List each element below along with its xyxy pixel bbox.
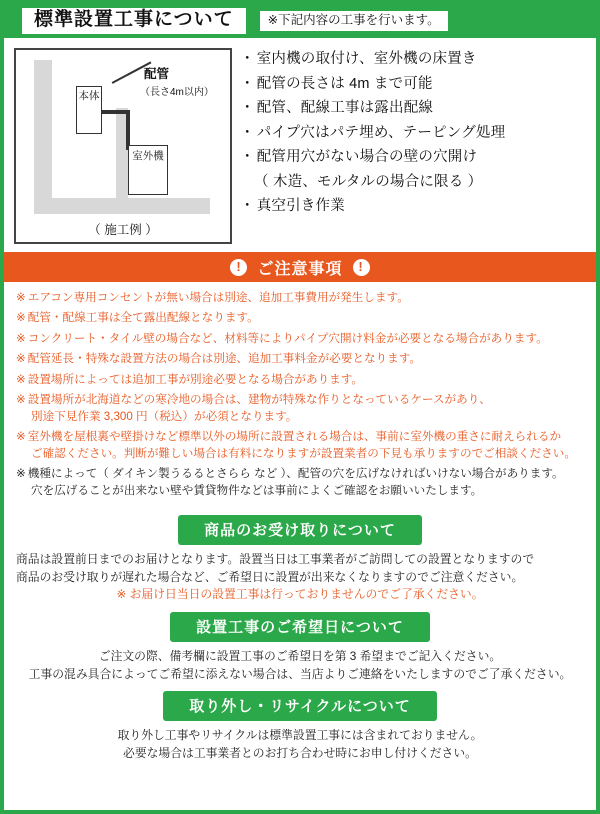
bullet-text: 室内機の取付け、室外機の床置き bbox=[256, 51, 477, 67]
indoor-unit-label: 本体 bbox=[76, 86, 102, 134]
list-item: ・ 配管用穴がない場合の壁の穴開け bbox=[240, 149, 478, 165]
notice-subtext: ご確認ください。判断が難しい場合は有料になりますが設置業者の下見も承りますのでご相談ください。 bbox=[31, 446, 576, 460]
notice-item: ※ エアコン専用コンセントが無い場合は別途、追加工事費用が発生します。 bbox=[16, 291, 409, 304]
notice-list bbox=[4, 282, 596, 507]
notice-item: ※ 室外機を屋根裏や壁掛けなど標準以外の場所に設置される場合は、事前に室外機の重さに耐えられるか ご確認ください。判断が難しい場合は有料になりますが設置業者の下見も承りますのでご相談ください。 bbox=[16, 429, 584, 462]
pipe-label: 配管 bbox=[144, 67, 170, 81]
notice-heading: ご注意事項 bbox=[257, 260, 343, 278]
section-line: 工事の混み具合によってご希望に添えない場合は、当店よりご連絡をいたしますのでご了承ください。 bbox=[28, 666, 572, 681]
bullet-text: 配管の長さは 4m まで可能 bbox=[256, 75, 433, 92]
figure-caption: （ 施工例 ） bbox=[88, 223, 158, 237]
section-line-highlight: ※ お届け日当日の設置工事は行っておりませんのでご了承ください。 bbox=[116, 587, 484, 602]
bullet-text: 真空引き作業 bbox=[256, 198, 345, 214]
bullet-text: 配管、配線工事は露出配線 bbox=[256, 100, 434, 116]
bullet-text: （ 木造、モルタルの場合に限る ） bbox=[254, 173, 483, 190]
notice-text: 設置場所が北海道などの寒冷地の場合は、建物が特殊な作りとなっているケースがあり、 bbox=[27, 393, 491, 407]
list-item-sub bbox=[240, 175, 588, 190]
header-band bbox=[4, 4, 596, 38]
notice-item: ※ 設置場所が北海道などの寒冷地の場合は、建物が特殊な作りとなっているケースがあり、 別途下見作業 3,300 円（税込）が必須となります。 bbox=[16, 392, 584, 425]
notice-item: ※ 配管延長・特殊な設置方法の場合は別途、追加工事料金が必要となります。 bbox=[16, 352, 421, 366]
section-line: 取り外し工事やリサイクルは標準設置工事には含まれておりません。 bbox=[117, 728, 483, 743]
exclamation-icon: ! bbox=[230, 259, 247, 276]
pipe-vertical bbox=[126, 110, 130, 150]
section-line: ご注文の際、備考欄に設置工事のご希望日を第 3 希望までご記入ください。 bbox=[98, 649, 502, 664]
notice-item: ※ 配管・配線工事は全て露出配線となります。 bbox=[16, 311, 259, 325]
list-item: ・ パイプ穴はパテ埋め、テーピング処理 bbox=[240, 124, 506, 141]
list-item: ・ 室内機の取付け、室外機の床置き bbox=[240, 51, 477, 67]
notice-text: 機種によって（ ダイキン製うるるとさらら など ）、配管の穴を広げなければいけない場合があります。 bbox=[27, 467, 564, 481]
bullet-text: 配管用穴がない場合の壁の穴開け bbox=[256, 149, 478, 165]
notice-header bbox=[4, 252, 596, 282]
wall-vertical bbox=[34, 60, 52, 210]
page-title: 標準設置工事について bbox=[22, 8, 246, 34]
section-line: 商品のお受け取りが遅れた場合など、ご希望日に設置が出来なくなりますのでご注意ください。 bbox=[16, 569, 524, 584]
notice-item: ※ 設置場所によっては追加工事が別途必要となる場合があります。 bbox=[16, 372, 364, 386]
section-body-delivery bbox=[4, 551, 596, 604]
notice-text: コンクリート・タイル壁の場合など、材料等によりパイプ穴開け料金が必要となる場合があります。 bbox=[27, 331, 548, 345]
section-body-schedule bbox=[4, 648, 596, 683]
list-item: ・ 真空引き作業 bbox=[240, 198, 345, 214]
section-heading-schedule: 設置工事のご希望日について bbox=[170, 612, 430, 642]
floor-horizontal bbox=[34, 198, 210, 214]
top-section bbox=[4, 38, 596, 248]
notice-text: 配管・配線工事は全て露出配線となります。 bbox=[27, 311, 259, 325]
section-heading-recycle: 取り外し・リサイクルについて bbox=[163, 691, 437, 721]
section-heading-delivery: 商品のお受け取りについて bbox=[178, 515, 422, 545]
bullet-text: パイプ穴はパテ埋め、テーピング処理 bbox=[256, 124, 506, 141]
installation-diagram bbox=[14, 48, 232, 244]
list-item: ・ 配管の長さは 4m まで可能 bbox=[240, 75, 433, 92]
notice-text: エアコン専用コンセントが無い場合は別途、追加工事費用が発生します。 bbox=[27, 291, 409, 304]
notice-text: 配管延長・特殊な設置方法の場合は別途、追加工事料金が必要となります。 bbox=[27, 352, 421, 366]
exclamation-icon: ! bbox=[353, 259, 370, 276]
service-bullet-list bbox=[240, 48, 588, 244]
section-line: 商品は設置前日までのお届けとなります。設置当日は工事業者がご訪問しての設置となりますので bbox=[16, 551, 535, 566]
notice-subtext: 穴を広げることが出来ない壁や賃貸物件などは事前によくご確認をお願いいたします。 bbox=[31, 483, 483, 497]
section-body-recycle bbox=[4, 727, 596, 762]
section-line: 必要な場合は工事業者とのお打ち合わせ時にお申し付けください。 bbox=[123, 746, 477, 761]
header-subtitle: ※下記内容の工事を行います。 bbox=[260, 11, 448, 32]
notice-text: 設置場所によっては追加工事が別途必要となる場合があります。 bbox=[27, 372, 364, 386]
notice-item: ※ 機種によって（ ダイキン製うるるとさらら など ）、配管の穴を広げなければいけない場合があります。 穴を広げることが出来ない壁や賃貸物件などは事前によくご確認をお願いいたします。 bbox=[16, 466, 584, 499]
notice-item: ※ コンクリート・タイル壁の場合など、材料等によりパイプ穴開け料金が必要となる場合があります。 bbox=[16, 331, 548, 345]
notice-subtext: 別途下見作業 3,300 円（税込）が必須となります。 bbox=[31, 409, 298, 423]
outdoor-unit-label: 室外機 bbox=[128, 145, 168, 195]
list-item: ・ 配管、配線工事は露出配線 bbox=[240, 100, 434, 116]
pipe-length-label: （長さ4m以内） bbox=[140, 87, 214, 98]
notice-text: 室外機を屋根裏や壁掛けなど標準以外の場所に設置される場合は、事前に室外機の重さに耐えられるか bbox=[27, 430, 562, 444]
